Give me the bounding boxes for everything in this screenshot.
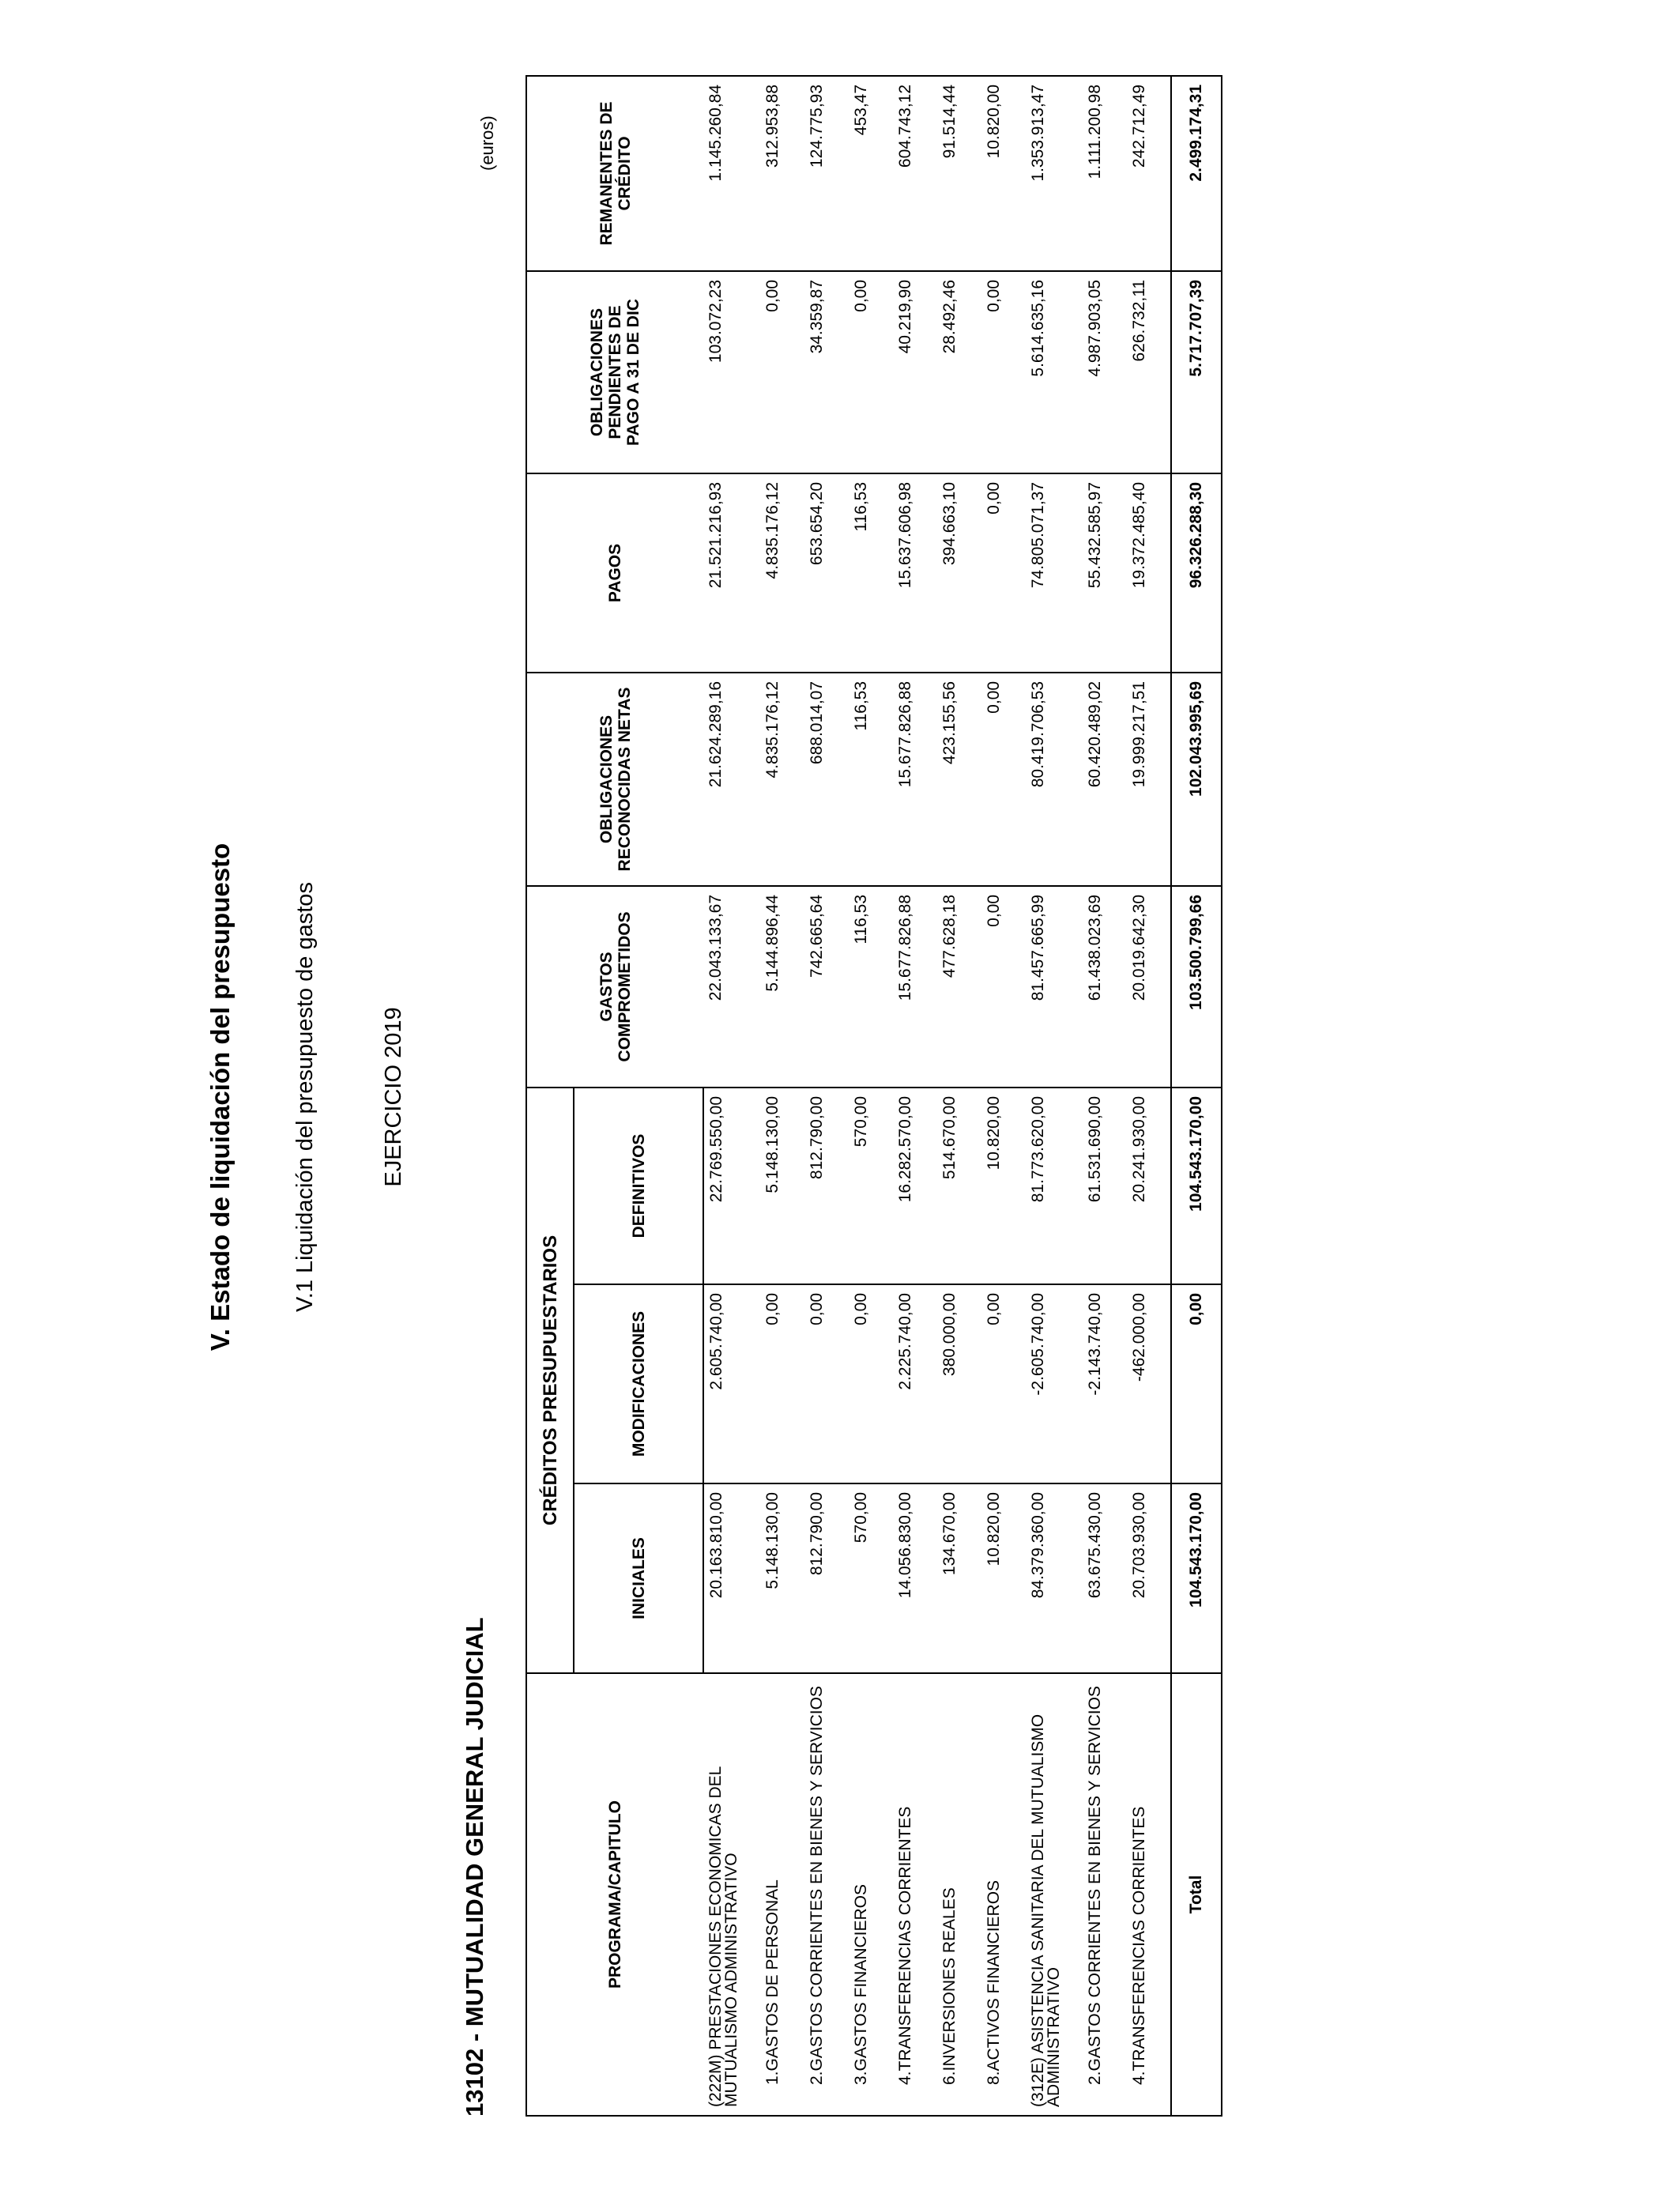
units-label: (euros): [477, 115, 497, 171]
cell-obligaciones: 19.999.217,51: [1127, 673, 1171, 886]
col-header-definitivos: DEFINITIVOS: [574, 1088, 703, 1284]
col-header-gastos: GASTOS COMPROMETIDOS: [526, 886, 703, 1088]
cell-modificaciones: 0,00: [760, 1284, 804, 1483]
cell-obligaciones: 4.835.176,12: [760, 673, 804, 886]
row-name: (222M) PRESTACIONES ECONOMICAS DEL MUTUALISMO ADMINISTRATIVO: [703, 1673, 760, 2116]
cell-pendientes: 40.219,90: [893, 271, 937, 473]
cell-gastos: 22.043.133,67: [703, 886, 760, 1088]
total-modificaciones: 0,00: [1171, 1284, 1222, 1483]
total-pendientes: 5.717.707,39: [1171, 271, 1222, 473]
cell-remanentes: 453,47: [849, 76, 893, 271]
cell-obligaciones: 80.419.706,53: [1026, 673, 1083, 886]
cell-pagos: 0,00: [981, 473, 1026, 673]
cell-pendientes: 34.359,87: [804, 271, 849, 473]
cell-modificaciones: 0,00: [981, 1284, 1026, 1483]
cell-iniciales: 5.148.130,00: [760, 1483, 804, 1673]
table-row: [893, 76, 937, 2116]
cell-modificaciones: 0,00: [849, 1284, 893, 1483]
fiscal-year: EJERCICIO 2019: [381, 1007, 406, 1187]
cell-obligaciones: 60.420.489,02: [1083, 673, 1127, 886]
cell-gastos: 81.457.665,99: [1026, 886, 1083, 1088]
col-header-modificaciones: MODIFICACIONES: [574, 1284, 703, 1483]
cell-iniciales: 84.379.360,00: [1026, 1483, 1083, 1673]
cell-obligaciones: 423.155,56: [937, 673, 981, 886]
cell-obligaciones: 21.624.289,16: [703, 673, 760, 886]
table-footer: [1171, 76, 1222, 2116]
total-iniciales: 104.543.170,00: [1171, 1483, 1222, 1673]
cell-pendientes: 103.072,23: [703, 271, 760, 473]
row-name: 2.GASTOS CORRIENTES EN BIENES Y SERVICIOS: [804, 1673, 849, 2116]
table-header: [526, 76, 703, 2116]
cell-gastos: 477.628,18: [937, 886, 981, 1088]
col-header-obligaciones: OBLIGACIONES RECONOCIDAS NETAS: [526, 673, 703, 886]
row-name: 6.INVERSIONES REALES: [937, 1673, 981, 2116]
cell-gastos: 0,00: [981, 886, 1026, 1088]
cell-definitivos: 10.820,00: [981, 1088, 1026, 1284]
cell-modificaciones: 2.605.740,00: [703, 1284, 760, 1483]
cell-definitivos: 570,00: [849, 1088, 893, 1284]
cell-pagos: 4.835.176,12: [760, 473, 804, 673]
cell-gastos: 61.438.023,69: [1083, 886, 1127, 1088]
cell-pendientes: 5.614.635,16: [1026, 271, 1083, 473]
cell-pagos: 394.663,10: [937, 473, 981, 673]
cell-definitivos: 16.282.570,00: [893, 1088, 937, 1284]
total-pagos: 96.326.288,30: [1171, 473, 1222, 673]
col-header-pendientes: OBLIGACIONES PENDIENTES DE PAGO A 31 DE DIC: [526, 271, 703, 473]
cell-pagos: 19.372.485,40: [1127, 473, 1171, 673]
row-name: 4.TRANSFERENCIAS CORRIENTES: [893, 1673, 937, 2116]
cell-remanentes: 1.145.260,84: [703, 76, 760, 271]
table-row: [703, 76, 760, 2116]
cell-remanentes: 1.353.913,47: [1026, 76, 1083, 271]
cell-pendientes: 0,00: [760, 271, 804, 473]
total-obligaciones: 102.043.995,69: [1171, 673, 1222, 886]
cell-remanentes: 10.820,00: [981, 76, 1026, 271]
cell-obligaciones: 15.677.826,88: [893, 673, 937, 886]
cell-modificaciones: 2.225.740,00: [893, 1284, 937, 1483]
cell-pagos: 55.432.585,97: [1083, 473, 1127, 673]
cell-definitivos: 514.670,00: [937, 1088, 981, 1284]
cell-definitivos: 22.769.550,00: [703, 1088, 760, 1284]
cell-modificaciones: 380.000,00: [937, 1284, 981, 1483]
table-row: [804, 76, 849, 2116]
cell-remanentes: 312.953,88: [760, 76, 804, 271]
total-remanentes: 2.499.174,31: [1171, 76, 1222, 271]
row-name: 2.GASTOS CORRIENTES EN BIENES Y SERVICIOS: [1083, 1673, 1127, 2116]
cell-remanentes: 604.743,12: [893, 76, 937, 271]
cell-iniciales: 134.670,00: [937, 1483, 981, 1673]
page-subtitle: V.1 Liquidación del presupuesto de gastos: [292, 882, 318, 1312]
entity-name: 13102 - MUTUALIDAD GENERAL JUDICIAL: [461, 1617, 488, 2117]
cell-definitivos: 61.531.690,00: [1083, 1088, 1127, 1284]
cell-iniciales: 20.703.930,00: [1127, 1483, 1171, 1673]
cell-pagos: 21.521.216,93: [703, 473, 760, 673]
cell-definitivos: 81.773.620,00: [1026, 1088, 1083, 1284]
col-header-remanentes: REMANENTES DE CRÉDITO: [526, 76, 703, 271]
cell-modificaciones: 0,00: [804, 1284, 849, 1483]
cell-remanentes: 124.775,93: [804, 76, 849, 271]
cell-iniciales: 14.056.830,00: [893, 1483, 937, 1673]
row-name: (312E) ASISTENCIA SANITARIA DEL MUTUALISMO ADMINISTRATIVO: [1026, 1673, 1083, 2116]
cell-obligaciones: 0,00: [981, 673, 1026, 886]
cell-gastos: 20.019.642,30: [1127, 886, 1171, 1088]
col-header-programa: PROGRAMA/CAPITULO: [526, 1673, 703, 2116]
cell-remanentes: 91.514,44: [937, 76, 981, 271]
cell-modificaciones: -462.000,00: [1127, 1284, 1171, 1483]
col-group-creditos: CRÉDITOS PRESUPUESTARIOS: [526, 1088, 574, 1673]
cell-pagos: 74.805.071,37: [1026, 473, 1083, 673]
cell-pendientes: 4.987.903,05: [1083, 271, 1127, 473]
row-name: 8.ACTIVOS FINANCIEROS: [981, 1673, 1026, 2116]
cell-pendientes: 0,00: [981, 271, 1026, 473]
cell-pendientes: 626.732,11: [1127, 271, 1171, 473]
table-row: [1026, 76, 1083, 2116]
cell-remanentes: 242.712,49: [1127, 76, 1171, 271]
cell-obligaciones: 688.014,07: [804, 673, 849, 886]
col-header-pagos: PAGOS: [526, 473, 703, 673]
cell-iniciales: 20.163.810,00: [703, 1483, 760, 1673]
budget-table: [525, 75, 1222, 2117]
table-body: [703, 76, 1171, 2116]
table-row: [1083, 76, 1127, 2116]
row-name: 1.GASTOS DE PERSONAL: [760, 1673, 804, 2116]
total-gastos: 103.500.799,66: [1171, 886, 1222, 1088]
col-header-iniciales: INICIALES: [574, 1483, 703, 1673]
total-definitivos: 104.543.170,00: [1171, 1088, 1222, 1284]
table-row: [1127, 76, 1171, 2116]
page-title: V. Estado de liquidación del presupuesto: [205, 843, 235, 1351]
table-row: [937, 76, 981, 2116]
cell-modificaciones: -2.143.740,00: [1083, 1284, 1127, 1483]
cell-definitivos: 5.148.130,00: [760, 1088, 804, 1284]
row-name: 4.TRANSFERENCIAS CORRIENTES: [1127, 1673, 1171, 2116]
cell-obligaciones: 116,53: [849, 673, 893, 886]
cell-gastos: 15.677.826,88: [893, 886, 937, 1088]
cell-gastos: 116,53: [849, 886, 893, 1088]
cell-remanentes: 1.111.200,98: [1083, 76, 1127, 271]
table-row: [849, 76, 893, 2116]
cell-pendientes: 28.492,46: [937, 271, 981, 473]
cell-iniciales: 812.790,00: [804, 1483, 849, 1673]
table-row: [981, 76, 1026, 2116]
cell-pagos: 653.654,20: [804, 473, 849, 673]
cell-definitivos: 812.790,00: [804, 1088, 849, 1284]
cell-pagos: 15.637.606,98: [893, 473, 937, 673]
cell-iniciales: 10.820,00: [981, 1483, 1026, 1673]
table-row: [760, 76, 804, 2116]
row-name: 3.GASTOS FINANCIEROS: [849, 1673, 893, 2116]
cell-modificaciones: -2.605.740,00: [1026, 1284, 1083, 1483]
cell-gastos: 742.665,64: [804, 886, 849, 1088]
cell-definitivos: 20.241.930,00: [1127, 1088, 1171, 1284]
cell-gastos: 5.144.896,44: [760, 886, 804, 1088]
total-label: Total: [1171, 1673, 1222, 2116]
cell-iniciales: 570,00: [849, 1483, 893, 1673]
cell-pendientes: 0,00: [849, 271, 893, 473]
cell-pagos: 116,53: [849, 473, 893, 673]
cell-iniciales: 63.675.430,00: [1083, 1483, 1127, 1673]
total-row: [1171, 76, 1222, 2116]
